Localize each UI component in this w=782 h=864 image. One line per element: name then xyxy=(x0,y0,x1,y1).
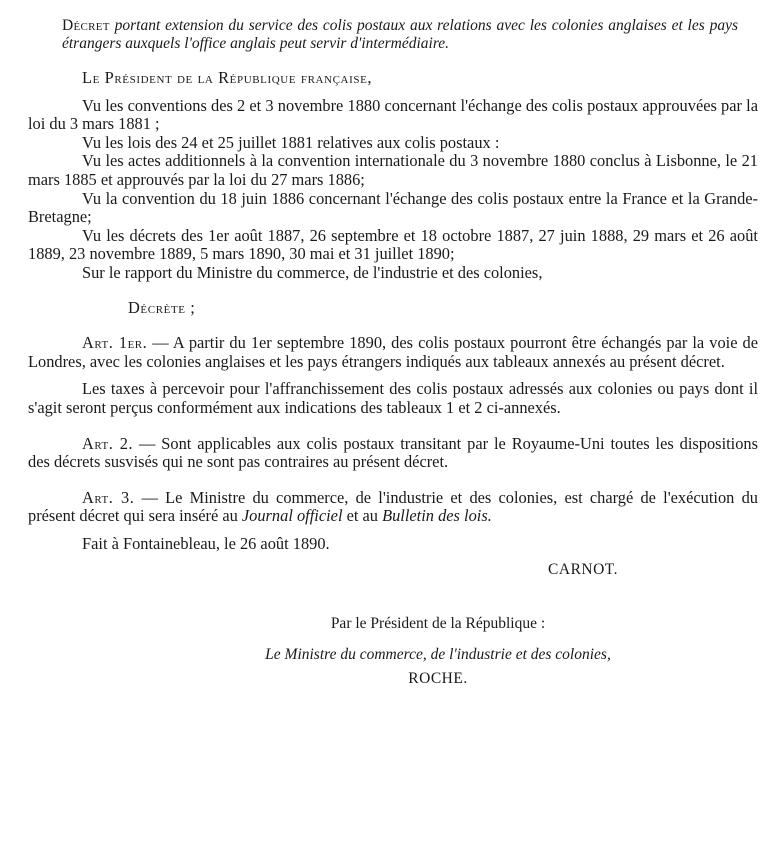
visa-5: Vu les décrets des 1er août 1887, 26 septembre et 18 octobre 1887, 27 juin 1888, 29 mars et 26 août 1889, 23 novembre 1889, 5 mars 1890, 30 mai et 31 juillet 1890; xyxy=(28,225,758,264)
document-page xyxy=(0,17,782,864)
decree-title-text: portant extension du service des colis postaux aux relations avec les colonies anglaises et les pays étrangers auxquels l'office anglais peut servir d'intermédiaire. xyxy=(62,17,738,52)
visa-1: Vu les conventions des 2 et 3 novembre 1880 concernant l'échange des colis postaux approuvées par la loi du 3 mars 1881 ; xyxy=(28,95,758,134)
article-2-text: — Sont applicables aux colis postaux transitant par le Royaume-Uni toutes les dispositions des décrets susvisés qui ne sont pas contraires au présent décret. xyxy=(28,433,758,472)
visa-3: Vu les actes additionnels à la convention internationale du 3 novembre 1880 conclus à Lisbonne, le 21 mars 1885 et approuvés par la loi du 27 mars 1886; xyxy=(28,151,758,189)
journal-officiel: Journal officiel xyxy=(241,506,343,526)
decree-title xyxy=(62,17,738,53)
bulletin-des-lois: Bulletin des lois. xyxy=(382,506,492,526)
decrete-heading: Décrète ; xyxy=(128,297,196,317)
visa-6: Sur le rapport du Ministre du commerce, de l'industrie et des colonies, xyxy=(82,262,543,282)
president-heading: Le Président de la République française, xyxy=(82,68,373,87)
visa-2: Vu les lois des 24 et 25 juillet 1881 relatives aux colis postaux : xyxy=(82,132,500,152)
article-3 xyxy=(28,489,758,526)
article-2-label: Art. 2. xyxy=(82,433,134,453)
signature-carnot: CARNOT. xyxy=(548,561,618,579)
article-3-text-mid: et au xyxy=(342,506,383,526)
article-1-text: — A partir du 1er septembre 1890, des colis postaux pourront être échangés par la voie de Londres, avec les colonies anglaises et les pays étrangers indiqués aux tableaux annexés au présent décret. xyxy=(28,333,758,371)
article-3-text-before: — Le Ministre du commerce, de l'industrie et des colonies, est chargé de l'exécution du présent décret qui sera inséré au xyxy=(28,487,758,526)
visa-4: Vu la convention du 18 juin 1886 concernant l'échange des colis postaux entre la France et la Grande-Bretagne; xyxy=(28,188,758,227)
ministre-line: Le Ministre du commerce, de l'industrie et des colonies, xyxy=(265,645,611,663)
article-3-label: Art. 3. xyxy=(82,487,135,507)
article-1-label: Art. 1er. xyxy=(82,333,148,353)
article-2 xyxy=(28,435,758,472)
article-1-para-2: Les taxes à percevoir pour l'affranchissement des colis postaux adressés aux colonies ou pays dont il s'agit seront perçus conformément aux indications des tableaux 1 et 2 ci-annexés. xyxy=(28,379,758,417)
decree-title-prefix: Décret xyxy=(62,17,110,34)
par-le-president: Par le Président de la République : xyxy=(330,615,546,633)
signature-roche: ROCHE. xyxy=(408,670,468,688)
article-1 xyxy=(28,334,758,371)
fait-a-fontainebleau: Fait à Fontainebleau, le 26 août 1890. xyxy=(82,533,330,553)
